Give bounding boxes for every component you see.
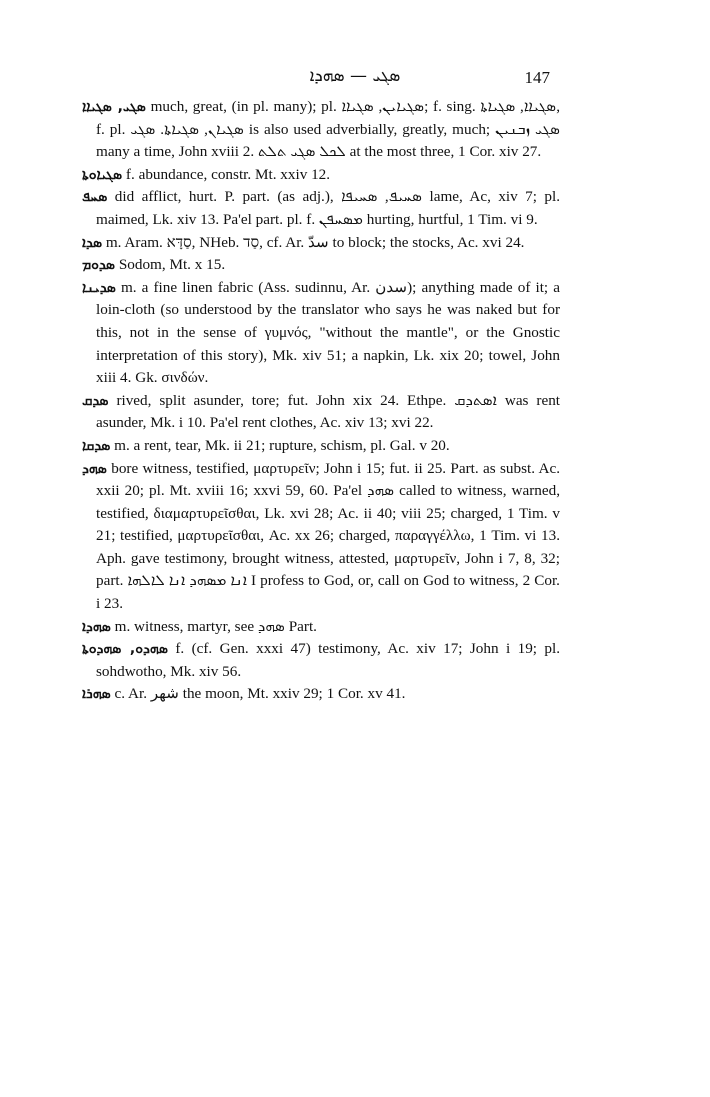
dictionary-entry: [82, 186, 560, 231]
entry-headword: ܣܚܦ: [82, 189, 108, 206]
entry-headword: ܣܕܝܢܐ: [82, 279, 116, 296]
entry-headword: ܣܕܩ: [82, 392, 109, 409]
dictionary-entry: [82, 232, 560, 255]
dictionary-entry: [82, 96, 560, 164]
dictionary-entry: [82, 683, 560, 706]
entry-headword: ܣܓܝ, ܣܓܝܐܐ: [82, 99, 146, 115]
dictionary-entry: [82, 390, 560, 435]
entry-text: rived, split asunder, tore; fut. John xix 24. Ethpe. ܐܣܬܕܩ was rent asunder, Mk. i 10. Pa'el rent clothes, Ac. xiv 13; xvi 22.: [96, 391, 561, 432]
dictionary-entry: [82, 458, 560, 616]
dictionary-entry: [82, 616, 560, 639]
dictionary-entry: [82, 164, 560, 187]
entry-headword: ܣܕܘܡ: [82, 257, 116, 274]
dictionary-entry: [82, 254, 560, 277]
dictionary-entry: [82, 638, 560, 683]
page-number: 147: [524, 68, 550, 87]
entry-headword: ܣܕܩܐ: [82, 437, 111, 454]
entry-text: m. a fine linen fabric (Ass. sudinnu, Ar. سدن); anything made of it; a loin-cloth (so understood by the translator who says he was naked but for this, not in the sense of γυμνός, "without the mantle", or the Gnostic interpretation of this story), Mk. xiv 51; a napkin, Lk. xix 20; towel, John xiii 4. Gk. σινδών.: [96, 278, 560, 387]
entry-text: f. abundance, constr. Mt. xxiv 12.: [125, 165, 331, 183]
entry-text: Sodom, Mt. x 15.: [118, 256, 226, 274]
entry-text: m. Aram. סַדָּא, NHeb. סַד, cf. Ar. سدّ to block; the stocks, Ac. xvi 24.: [105, 233, 525, 251]
dictionary-entry: [82, 435, 560, 458]
entry-text: f. (cf. Gen. xxxi 47) testimony, Ac. xiv 17; John i 19; pl. sohdwotho, Mk. xiv 56.: [96, 640, 561, 680]
entry-headword: ܣܗܕܘ, ܣܗܕܘܬܐ: [82, 641, 168, 658]
entry-headword: ܣܗܕܐ: [82, 618, 111, 635]
entry-text: m. a rent, tear, Mk. ii 21; rupture, schism, pl. Gal. v 20.: [114, 436, 450, 454]
entry-text: much, great, (in pl. many); pl. ܣܓܝܐܝܢ, ܣܓܝܐܐ; f. sing. ܣܓܝܐܐ, ܣܓܝܐܬܐ, f. pl. ܣܓܝܐܢ, ܣܓܝܐܬܐ. ܣܓܝ is also used adverbially, greatly, much; ܣܓܝ ܙܒܢܝܢ many a time, John xviii 2. ܠܟܠ ܣܓܝ ܬܠܬ at the most three, 1 Cor. xiv 27.: [96, 98, 561, 161]
entry-text: m. witness, martyr, see ܣܗܕ Part.: [114, 617, 317, 635]
dictionary-entries: [82, 96, 560, 706]
entry-headword: ܣܓܝܐܘܬܐ: [82, 166, 123, 183]
entry-text: did afflict, hurt. P. part. (as adj.), ܣܚܝܦ, ܣܚܝܦܐ lame, Ac, xiv 7; pl. maimed, Lk. xiv 13. Pa'el part. pl. f. ܡܣܚܦܢ hurting, hurtful, 1 Tim. vi 9.: [96, 188, 561, 228]
dictionary-entry: [82, 277, 560, 390]
page-header: [0, 66, 710, 92]
entry-headword: ܣܕܐ: [82, 234, 103, 251]
entry-headword: ܣܗܕ: [82, 460, 107, 477]
running-head: ܣܓܝ — ܣܗܕܐ: [309, 66, 401, 86]
entry-text: bore witness, testified, μαρτυρεῖν; John i 15; fut. ii 25. Part. as subst. Ac. xxii 20; pl. Mt. xviii 16; xxvi 59, 60. Pa'el ܣܗܕ called to witness, warned, testified, διαμαρτυρεῖσθαι, Lk. xvi 28; Ac. ii 40; viii 25; charged, 1 Tim. v 21; testified, μαρτυρεῖσθαι, Ac. xx 26; charged, παραγγέλλω, 1 Tim. vi 13. Aph. gave testimony, brought witness, attested, μαρτυρεῖν, John i 7, 8, 32; part. ܐܢܐ ܡܣܗܕ ܐܢܐ ܠܐܠܗܐ I profess to God, or, call on God to witness, 2 Cor. i 23.: [96, 459, 560, 613]
entry-text: c. Ar. شهر the moon, Mt. xxiv 29; 1 Cor. xv 41.: [114, 685, 406, 703]
entry-headword: ܣܗܪܐ: [82, 686, 111, 703]
